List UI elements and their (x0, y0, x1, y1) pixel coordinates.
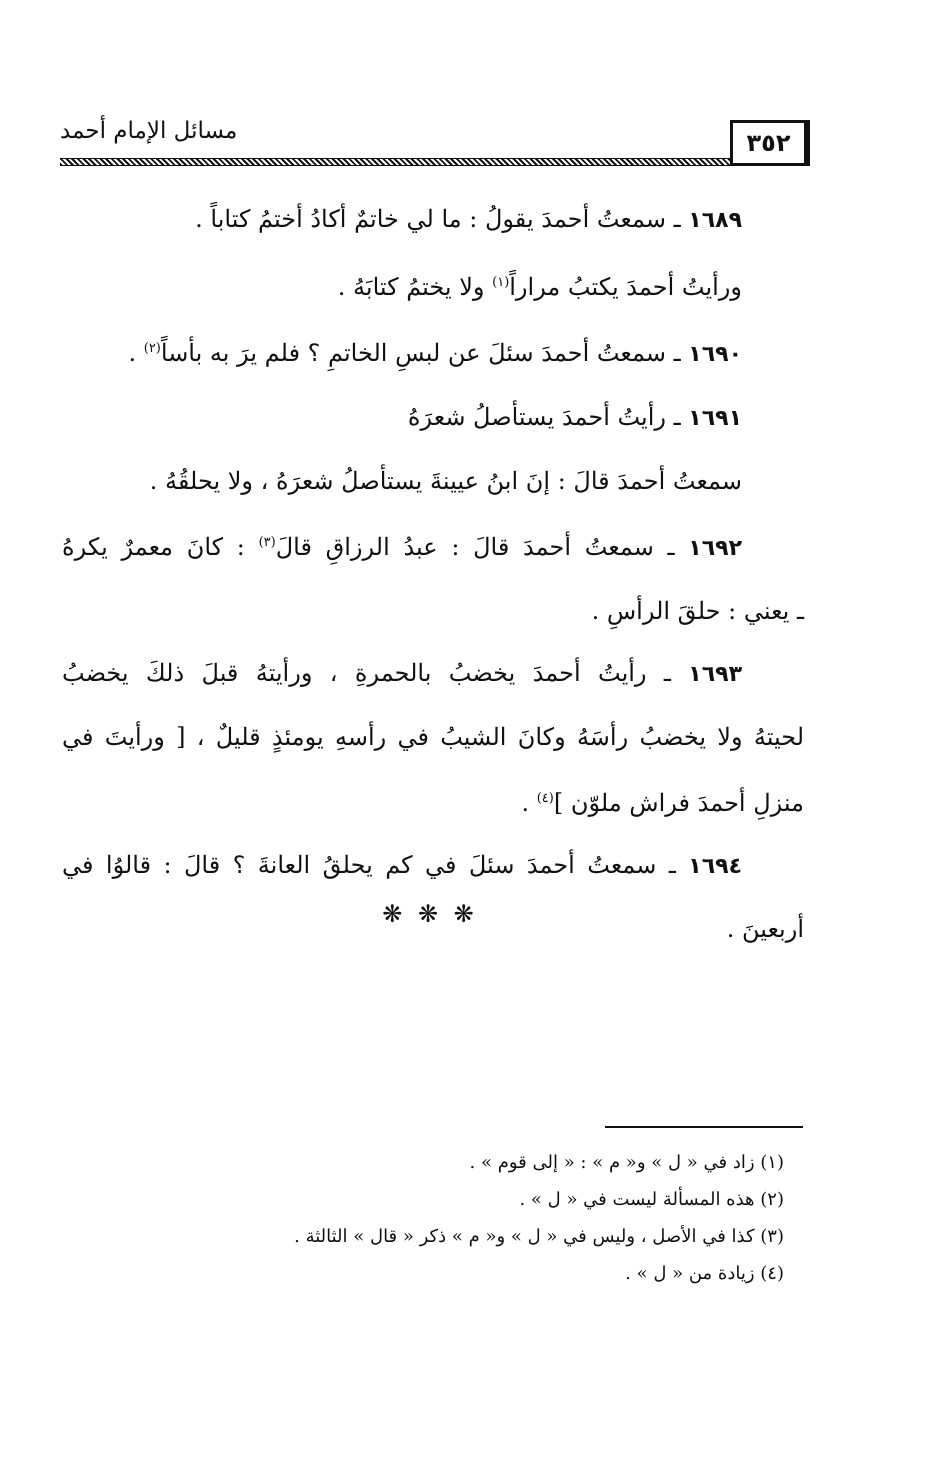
entry-text: ـ سمعتُ أحمدَ سئلَ في كم يحلقُ العانةَ ؟ قالَ : قالوُا في (62, 851, 689, 879)
entry-text: لحيتهُ ولا يخضبُ رأسَهُ وكانَ الشيبُ في رأسهِ يومئذٍ قليلٌ ، [ ورأيتَ في (62, 723, 804, 751)
header-decorative-rule (60, 158, 730, 166)
entry-1691 (62, 386, 804, 450)
footnote-4: (٤) زيادة من « ل » . (625, 1263, 784, 1284)
footnote-ref-2: (٢) (143, 341, 161, 356)
running-title: مسائل الإمام أحمد (60, 118, 238, 144)
page-number: ٣٥٢ (746, 129, 791, 157)
page-number-box (730, 120, 810, 166)
entry-1692-continuation (62, 580, 804, 642)
entry-1689-continuation (62, 252, 804, 318)
entry-number: ١٦٨٩ (688, 208, 742, 233)
footnotes (200, 1144, 784, 1292)
entry-text: ـ رأيتُ أحمدَ يستأصلُ شعرَهُ (407, 403, 689, 431)
entry-text: ـ سمعتُ أحمدَ سئلَ عن لبسِ الخاتمِ ؟ فلم يرَ به بأساً (160, 339, 689, 367)
entry-text: . (128, 339, 144, 367)
entry-text: أربعينَ . (726, 915, 804, 943)
entry-text: منزلِ أحمدَ فراش ملوّن ] (553, 789, 804, 817)
entry-1692 (62, 512, 804, 580)
entry-1691-continuation (62, 450, 804, 512)
page-header (60, 108, 810, 168)
entry-text: سمعتُ أحمدَ قالَ : إنَ ابنُ عيينةَ يستأصلُ شعرَهُ ، ولا يحلقُهُ . (149, 467, 742, 495)
entry-1689 (62, 188, 804, 252)
entry-1693-continuation (62, 706, 804, 768)
footnote-ref-3: (٣) (258, 535, 276, 550)
footnote-3: (٣) كذا في الأصل ، وليس في « ل » و« م » ذكر « قال » الثالثة . (294, 1226, 784, 1247)
entry-1694 (62, 834, 804, 898)
entry-1693 (62, 642, 804, 706)
footnote-ref-4: (٤) (536, 791, 554, 806)
entry-text: : كانَ معمرٌ يكرهُ (62, 533, 259, 561)
main-text (62, 188, 804, 960)
footnote-1: (١) زاد في « ل » و« م » : « إلى قوم » . (469, 1152, 784, 1173)
entry-text: ـ يعني : حلقَ الرأسِ . (591, 597, 804, 625)
entry-text: ـ سمعتُ أحمدَ يقولُ : ما لي خاتمٌ أكادُ أختمُ كتاباً . (195, 205, 689, 233)
entry-1693-continuation-2 (62, 768, 804, 834)
entry-text: ورأيتُ أحمدَ يكتبُ مراراً (509, 273, 742, 301)
entry-number: ١٦٩٤ (688, 854, 742, 879)
entry-number: ١٦٩٣ (688, 662, 743, 687)
entry-text: ـ رأيتُ أحمدَ يخضبُ بالحمرةِ ، ورأيتهُ قبلَ ذلكَ يخضبُ (62, 659, 689, 687)
entry-number: ١٦٩٠ (688, 342, 742, 367)
footnote-rule (605, 1126, 803, 1128)
footnote-2: (٢) هذه المسألة ليست في « ل » . (519, 1189, 784, 1210)
entry-number: ١٦٩١ (688, 406, 742, 431)
entry-text: . (521, 789, 537, 817)
entry-text: ولا يختمُ كتابَهُ . (337, 273, 493, 301)
footnote-ref-1: (١) (492, 275, 510, 290)
entry-number: ١٦٩٢ (688, 536, 743, 561)
entry-text: ـ سمعتُ أحمدَ قالَ : عبدُ الرزاقِ قالَ (275, 533, 689, 561)
entry-1690 (62, 318, 804, 386)
section-separator: ❋ ❋ ❋ (382, 900, 478, 928)
